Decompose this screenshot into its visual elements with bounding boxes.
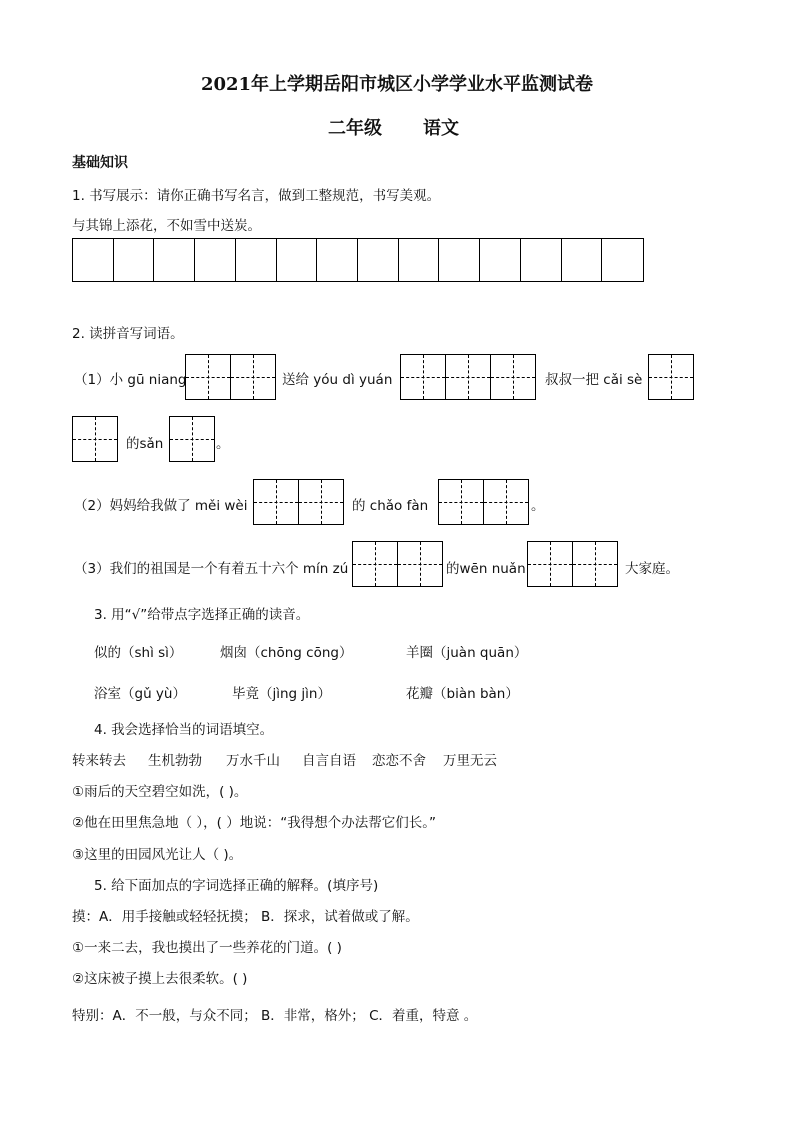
q5-prompt: 5. 给下面加点的字词选择正确的解释。(填序号) bbox=[94, 878, 379, 894]
q2-l4-a: （3）我们的祖国是一个有着五十六个 mín zú bbox=[74, 561, 349, 577]
tianzige-cai-se-2[interactable] bbox=[72, 416, 118, 462]
q2-l4-c: 大家庭。 bbox=[625, 561, 679, 577]
q5-sentence-2: ②这床被子摸上去很柔软。( ) bbox=[72, 971, 248, 987]
q4-word: 万里无云 bbox=[443, 753, 497, 769]
q2-l3-a: （2）妈妈给我做了 měi wèi bbox=[74, 498, 248, 514]
grid-cell[interactable] bbox=[236, 239, 277, 281]
section-heading: 基础知识 bbox=[72, 155, 128, 171]
q4-sentence-3: ③这里的田园风光让人（ )。 bbox=[72, 847, 243, 863]
tianzige-box[interactable] bbox=[169, 416, 215, 462]
tianzige-you-di-yuan[interactable] bbox=[400, 354, 536, 400]
tianzige-box[interactable] bbox=[72, 416, 118, 462]
exam-grade: 二年级 bbox=[328, 118, 382, 139]
grid-cell[interactable] bbox=[399, 239, 440, 281]
tianzige-box[interactable] bbox=[185, 354, 231, 400]
tianzige-wen-nuan[interactable] bbox=[527, 541, 618, 587]
q2-l1-c: 叔叔一把 cǎi sè bbox=[545, 372, 643, 388]
grid-cell[interactable] bbox=[358, 239, 399, 281]
q5-sentence-1: ①一来二去，我也摸出了一些养花的门道。( ) bbox=[72, 940, 342, 956]
tianzige-gu-niang[interactable] bbox=[185, 354, 276, 400]
grid-cell[interactable] bbox=[154, 239, 195, 281]
tianzige-chao-fan[interactable] bbox=[438, 479, 529, 525]
q2-l2-b: 。 bbox=[216, 436, 230, 452]
grid-cell[interactable] bbox=[562, 239, 603, 281]
tianzige-mei-wei[interactable] bbox=[253, 479, 344, 525]
exam-title: 2021年上学期岳阳市城区小学学业水平监测试卷 bbox=[200, 74, 594, 95]
grid-cell[interactable] bbox=[277, 239, 318, 281]
tianzige-box[interactable] bbox=[572, 541, 618, 587]
tianzige-box[interactable] bbox=[253, 479, 299, 525]
q4-word: 万水千山 bbox=[226, 753, 280, 769]
exam-subject: 语文 bbox=[423, 118, 459, 139]
grid-cell[interactable] bbox=[195, 239, 236, 281]
q2-l3-b: 的 chǎo fàn bbox=[352, 498, 429, 514]
writing-grid[interactable] bbox=[72, 238, 644, 282]
q4-word: 生机勃勃 bbox=[148, 753, 202, 769]
grid-cell[interactable] bbox=[73, 239, 114, 281]
q2-l1-a: （1）小 gū niang bbox=[74, 372, 187, 388]
tianzige-box[interactable] bbox=[490, 354, 536, 400]
q1-prompt: 1. 书写展示：请你正确书写名言，做到工整规范，书写美观。 bbox=[72, 188, 441, 204]
tianzige-box[interactable] bbox=[400, 354, 446, 400]
q4-word: 恋恋不舍 bbox=[372, 753, 426, 769]
q2-l1-b: 送给 yóu dì yuán bbox=[282, 372, 393, 388]
tianzige-box[interactable] bbox=[483, 479, 529, 525]
tianzige-min-zu[interactable] bbox=[352, 541, 443, 587]
q2-l3-c: 。 bbox=[531, 498, 545, 514]
q3-item: 似的（shì sì） bbox=[94, 645, 183, 661]
grid-cell[interactable] bbox=[521, 239, 562, 281]
q4-word: 自言自语 bbox=[302, 753, 356, 769]
tianzige-box[interactable] bbox=[230, 354, 276, 400]
tianzige-box[interactable] bbox=[298, 479, 344, 525]
tianzige-san[interactable] bbox=[169, 416, 215, 462]
tianzige-box[interactable] bbox=[445, 354, 491, 400]
q3-prompt: 3. 用“√”给带点字选择正确的读音。 bbox=[94, 607, 310, 623]
tianzige-box[interactable] bbox=[527, 541, 573, 587]
grid-cell[interactable] bbox=[114, 239, 155, 281]
q4-prompt: 4. 我会选择恰当的词语填空。 bbox=[94, 722, 274, 738]
q1-quote: 与其锦上添花，不如雪中送炭。 bbox=[72, 218, 261, 234]
grid-cell[interactable] bbox=[439, 239, 480, 281]
q3-item: 毕竟（jìng jìn） bbox=[232, 686, 331, 702]
q4-sentence-2: ②他在田里焦急地（ ），( ）地说：“我得想个办法帮它们长。” bbox=[72, 815, 436, 831]
tianzige-box[interactable] bbox=[648, 354, 694, 400]
q3-item: 羊圈（juàn quān） bbox=[406, 645, 528, 661]
q2-prompt: 2. 读拼音写词语。 bbox=[72, 326, 184, 342]
q3-item: 花瓣（biàn bàn） bbox=[406, 686, 519, 702]
q5-mo-definition: 摸：A．用手接触或轻轻抚摸； B．探求，试着做或了解。 bbox=[72, 909, 419, 925]
q2-l2-a: 的sǎn bbox=[126, 436, 164, 452]
grid-cell[interactable] bbox=[480, 239, 521, 281]
grid-cell[interactable] bbox=[317, 239, 358, 281]
tianzige-box[interactable] bbox=[397, 541, 443, 587]
tianzige-cai-se[interactable] bbox=[648, 354, 694, 400]
tianzige-box[interactable] bbox=[352, 541, 398, 587]
q4-word: 转来转去 bbox=[72, 753, 126, 769]
tianzige-box[interactable] bbox=[438, 479, 484, 525]
grid-cell[interactable] bbox=[602, 239, 643, 281]
q4-sentence-1: ①雨后的天空碧空如洗，( )。 bbox=[72, 784, 248, 800]
q3-item: 烟囱（chōng cōng） bbox=[220, 645, 353, 661]
q5-tebie-definition: 特别：A．不一般，与众不同； B．非常，格外； C．着重，特意 。 bbox=[72, 1008, 478, 1024]
q2-l4-b: 的wēn nuǎn bbox=[446, 561, 526, 577]
q3-item: 浴室（gǔ yù） bbox=[94, 686, 186, 702]
